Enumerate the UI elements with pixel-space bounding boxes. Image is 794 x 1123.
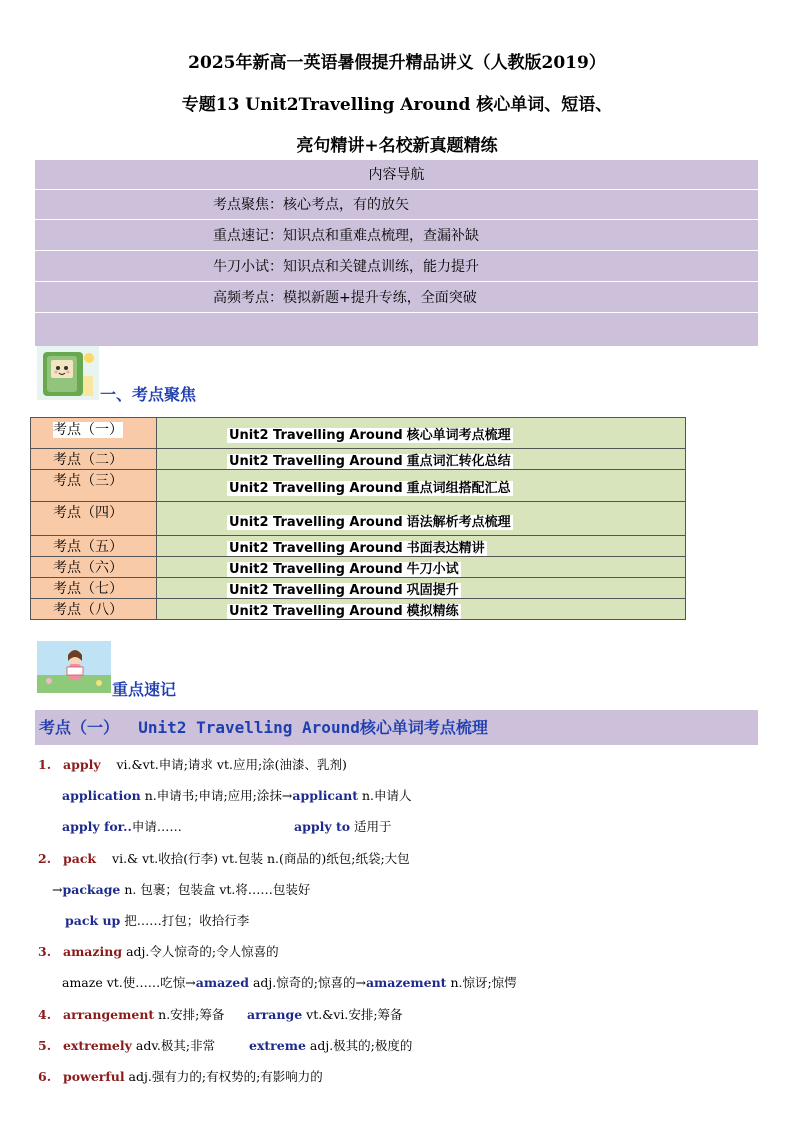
phrase-definition: 适用于 — [350, 819, 392, 834]
derivative-definition: n. 包裹；包装盒 vt.将……包装好 — [120, 882, 311, 897]
vocab-entry — [38, 1036, 215, 1054]
topic-bar — [35, 710, 758, 745]
table-row — [31, 599, 686, 620]
table-row — [31, 449, 686, 470]
derivative-word: arrange — [247, 1007, 303, 1022]
focus-topic: 书面表达精讲 — [406, 541, 485, 556]
derivative-definition: n.惊讶;惊愕 — [446, 975, 517, 990]
document-title: 2025年新高一英语暑假提升精品讲义（人教版2019） — [188, 53, 606, 73]
table-row — [31, 578, 686, 599]
entry-definition: n.安排;筹备 — [154, 1007, 225, 1022]
section-heading: 一、考点聚焦 — [100, 385, 197, 404]
entry-definition: adj.令人惊奇的;令人惊喜的 — [122, 944, 279, 959]
entry-number: 5. — [38, 1038, 52, 1053]
derivative-word: extreme — [249, 1038, 306, 1053]
entry-number: 6. — [38, 1069, 52, 1084]
derivative-word: amazement — [365, 975, 447, 990]
derivative-definition: adj.极其的;极度的 — [305, 1038, 413, 1053]
document-subtitle-cont: 亮句精讲+名校新真题精练 — [296, 136, 498, 156]
focus-unit: Unit2 Travelling Around — [229, 541, 403, 556]
content-navigation — [35, 160, 758, 346]
entry-number: 4. — [38, 1007, 52, 1022]
entry-definition: adv.极其;非常 — [131, 1038, 216, 1053]
entry-definition: adj.强有力的;有权势的;有影响力的 — [124, 1069, 323, 1084]
focus-topic: 核心单词考点梳理 — [406, 427, 511, 443]
focus-key: 考点（八） — [53, 602, 123, 618]
vocab-phrase — [62, 817, 182, 835]
entry-word: arrangement — [62, 1007, 155, 1022]
focus-table — [30, 417, 686, 620]
table-row — [31, 502, 686, 536]
focus-unit: Unit2 Travelling Around — [229, 427, 403, 443]
focus-key: 考点（五） — [53, 539, 123, 555]
focus-topic: 重点词组搭配汇总 — [406, 481, 511, 496]
topic-bar-topic: 核心单词考点梳理 — [359, 718, 488, 737]
derivative-word: package — [62, 882, 121, 897]
document-subtitle: 专题13 Unit2Travelling Around 核心单词、短语、 — [181, 95, 613, 115]
focus-unit: Unit2 Travelling Around — [229, 515, 403, 530]
table-row — [31, 418, 686, 449]
entry-word: powerful — [62, 1069, 125, 1084]
focus-topic: 巩固提升 — [406, 583, 459, 598]
topic-bar-unit: Unit2 Travelling Around — [138, 718, 360, 737]
derivative-word: application — [62, 788, 141, 803]
entry-word: extremely — [62, 1038, 132, 1053]
reading-girl-illustration — [37, 641, 111, 693]
vocab-entry — [38, 942, 279, 960]
vocab-phrase — [65, 911, 249, 929]
book-mascot-illustration — [37, 346, 99, 400]
focus-unit: Unit2 Travelling Around — [229, 562, 403, 577]
focus-key: 考点（七） — [53, 581, 123, 597]
nav-item: 牛刀小试：知识点和关键点训练，能力提升 — [35, 252, 758, 282]
entry-word: apply — [62, 757, 101, 772]
phrase-word: apply to — [294, 819, 351, 834]
derivative-word: amazed — [195, 975, 249, 990]
phrase-word: apply for.. — [62, 819, 132, 834]
nav-item: 重点速记：知识点和重难点梳理，查漏补缺 — [35, 221, 758, 251]
derivative-definition: n.申请人 — [358, 788, 412, 803]
entry-number: 2. — [38, 851, 52, 866]
derivative-definition: n.申请书;申请;应用;涂抹→ — [140, 788, 293, 803]
focus-unit: Unit2 Travelling Around — [229, 481, 403, 496]
vocab-entry — [38, 1005, 224, 1023]
focus-topic: 重点词汇转化总结 — [406, 454, 511, 469]
nav-item: 高频考点：模拟新题+提升专练，全面突破 — [35, 283, 758, 313]
focus-unit: Unit2 Travelling Around — [229, 583, 403, 598]
vocab-derivative — [52, 880, 310, 898]
derivative-word: applicant — [292, 788, 359, 803]
entry-definition: vi.&vt.申请;请求 vt.应用;涂(油漆、乳剂) — [116, 757, 347, 772]
entry-number: 3. — [38, 944, 52, 959]
vocab-derivative — [247, 1005, 403, 1023]
phrase-definition: 把……打包；收拾行李 — [120, 913, 250, 928]
derivative-prefix: amaze vt.使……吃惊→ — [62, 975, 196, 990]
focus-topic: 模拟精练 — [406, 604, 459, 619]
vocab-entry — [38, 755, 347, 773]
topic-bar-label: 考点（一） — [39, 718, 120, 737]
phrase-definition: 申请…… — [131, 819, 182, 834]
focus-topic: 牛刀小试 — [406, 562, 459, 577]
nav-item: 考点聚焦：核心考点，有的放矢 — [35, 190, 758, 220]
focus-key: 考点（二） — [53, 452, 123, 468]
nav-heading: 内容导航 — [35, 160, 758, 190]
phrase-word: pack up — [65, 913, 121, 928]
focus-unit: Unit2 Travelling Around — [229, 604, 403, 619]
focus-topic: 语法解析考点梳理 — [406, 515, 511, 530]
focus-key: 考点（四） — [53, 505, 123, 521]
focus-key: 考点（一） — [53, 422, 123, 438]
focus-key: 考点（三） — [53, 473, 123, 489]
nav-empty-row — [35, 314, 758, 344]
focus-key: 考点（六） — [53, 560, 123, 576]
vocab-phrase — [294, 817, 392, 835]
entry-word: amazing — [62, 944, 123, 959]
vocab-entry — [38, 849, 410, 867]
entry-definition: vi.& vt.收拾(行李) vt.包装 n.(商品的)纸包;纸袋;大包 — [112, 851, 410, 866]
table-row — [31, 536, 686, 557]
derivative-definition: adj.惊奇的;惊喜的→ — [248, 975, 366, 990]
entry-number: 1. — [38, 757, 52, 772]
vocab-entry — [38, 1067, 323, 1085]
entry-word: pack — [62, 851, 97, 866]
vocab-derivative — [62, 786, 412, 804]
derivative-definition: vt.&vi.安排;筹备 — [302, 1007, 403, 1022]
vocab-derivative — [249, 1036, 412, 1054]
table-row — [31, 557, 686, 578]
table-row — [31, 470, 686, 502]
section-heading: 重点速记 — [112, 680, 177, 699]
vocab-derivative — [62, 973, 517, 991]
focus-unit: Unit2 Travelling Around — [229, 454, 403, 469]
arrow-icon: → — [52, 882, 63, 897]
